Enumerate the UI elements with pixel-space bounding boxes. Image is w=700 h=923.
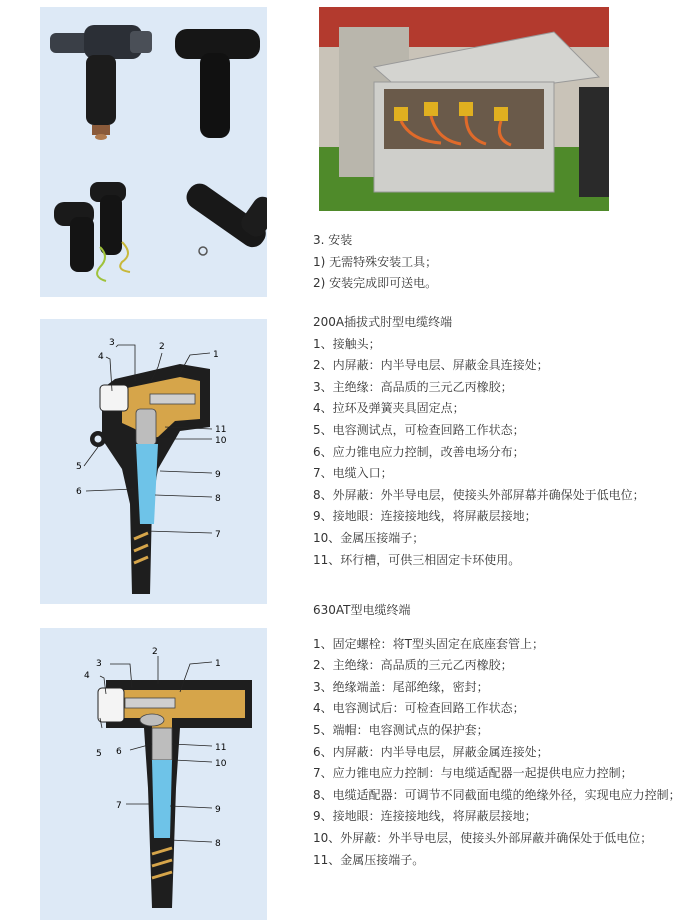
install-heading: 3. 安装 [313, 233, 353, 247]
connector-photo-3 [54, 182, 130, 281]
section-200a-item-2: 2、内屏蔽：内半导电层、屏蔽金具连接处； [313, 358, 549, 373]
label-1: 1 [213, 350, 219, 360]
section-200a-title: 200A插拔式肘型电缆终端 [313, 315, 453, 329]
label-3: 3 [96, 659, 102, 669]
label-7: 7 [116, 801, 122, 811]
label-8: 8 [215, 839, 221, 849]
connector-photo-2 [175, 29, 260, 138]
connector-photo-4 [182, 158, 267, 255]
product-photo-panel [40, 7, 267, 297]
section-630a-item-8: 8、电缆适配器：可调节不同截面电缆的绝缘外径，实现电应力控制； [313, 787, 681, 802]
section-200a-item-4: 4、拉环及弹簧夹具固定点； [313, 401, 465, 416]
diagram-630a-panel [40, 628, 267, 920]
label-5: 5 [76, 462, 82, 472]
connector-photo-1 [50, 25, 152, 140]
section-200a-item-3: 3、主绝缘：高品质的三元乙丙橡胶； [313, 379, 513, 394]
label-4: 4 [98, 352, 104, 362]
label-2: 2 [159, 342, 165, 352]
section-630a-item-6: 6、内屏蔽：内半导电层，屏蔽金属连接处； [313, 744, 549, 759]
section-200a-item-5: 5、电容测试点，可检查回路工作状态； [313, 422, 525, 437]
section-200a-item-6: 6、应力锥电应力控制，改善电场分布； [313, 444, 525, 459]
section-200a-item-9: 9、接地眼：连接接地线，将屏蔽层接地； [313, 509, 537, 524]
section-200a-item-7: 7、电缆入口； [313, 466, 393, 481]
switchgear-cabinet-image [319, 7, 609, 211]
section-630a-item-9: 9、接地眼：连接接地线，将屏蔽层接地； [313, 809, 537, 824]
label-9: 9 [215, 805, 221, 815]
label-4: 4 [84, 671, 90, 681]
section-200a-item-10: 10、金属压接端子； [313, 530, 425, 545]
section-630a-title: 630AT型电缆终端 [313, 603, 411, 617]
install-section [313, 230, 688, 295]
section-630a-item-10: 10、外屏蔽：外半导电层，使接头外部屏蔽并确保处于低电位； [313, 830, 653, 845]
section-630a-item-4: 4、电容测试后：可检查回路工作状态； [313, 701, 525, 716]
install-line-1: 1) 无需特殊安装工具； [313, 254, 438, 269]
section-200a-item-11: 11、环行槽，可供三相固定卡环使用。 [313, 552, 521, 567]
section-200a-item-8: 8、外屏蔽：外半导电层，使接头外部屏幕并确保处于低电位； [313, 487, 645, 502]
label-2: 2 [152, 647, 158, 657]
section-200a [313, 312, 688, 571]
label-6: 6 [116, 747, 122, 757]
section-630a-item-1: 1、固定螺栓：将T型头固定在底座套管上； [313, 636, 544, 651]
elbow-connectors-photo [40, 7, 267, 297]
diagram-200a-elbow [40, 319, 267, 604]
section-200a-item-1: 1、接触头； [313, 336, 381, 351]
label-6: 6 [76, 487, 82, 497]
install-line-2: 2) 安装完成即可送电。 [313, 276, 438, 291]
section-630a-item-3: 3、绝缘端盖：尾部绝缘，密封； [313, 679, 489, 694]
label-5: 5 [96, 749, 102, 759]
label-10: 10 [215, 436, 227, 446]
section-630a-item-11: 11、金属压接端子。 [313, 852, 425, 867]
section-630a [313, 600, 688, 871]
diagram-630a-t-connector [40, 628, 267, 920]
section-630a-item-2: 2、主绝缘：高品质的三元乙丙橡胶； [313, 658, 513, 673]
label-9: 9 [215, 470, 221, 480]
label-11: 11 [215, 743, 227, 753]
label-11: 11 [215, 425, 227, 435]
section-630a-item-7: 7、应力锥电应力控制：与电缆适配器一起提供电应力控制； [313, 766, 633, 781]
section-630a-item-5: 5、端帽：电容测试点的保护套； [313, 722, 489, 737]
diagram-200a-panel [40, 319, 267, 604]
label-8: 8 [215, 494, 221, 504]
switchgear-photo [319, 7, 609, 211]
label-7: 7 [215, 530, 221, 540]
label-10: 10 [215, 759, 227, 769]
label-3: 3 [109, 338, 115, 348]
label-1: 1 [215, 659, 221, 669]
